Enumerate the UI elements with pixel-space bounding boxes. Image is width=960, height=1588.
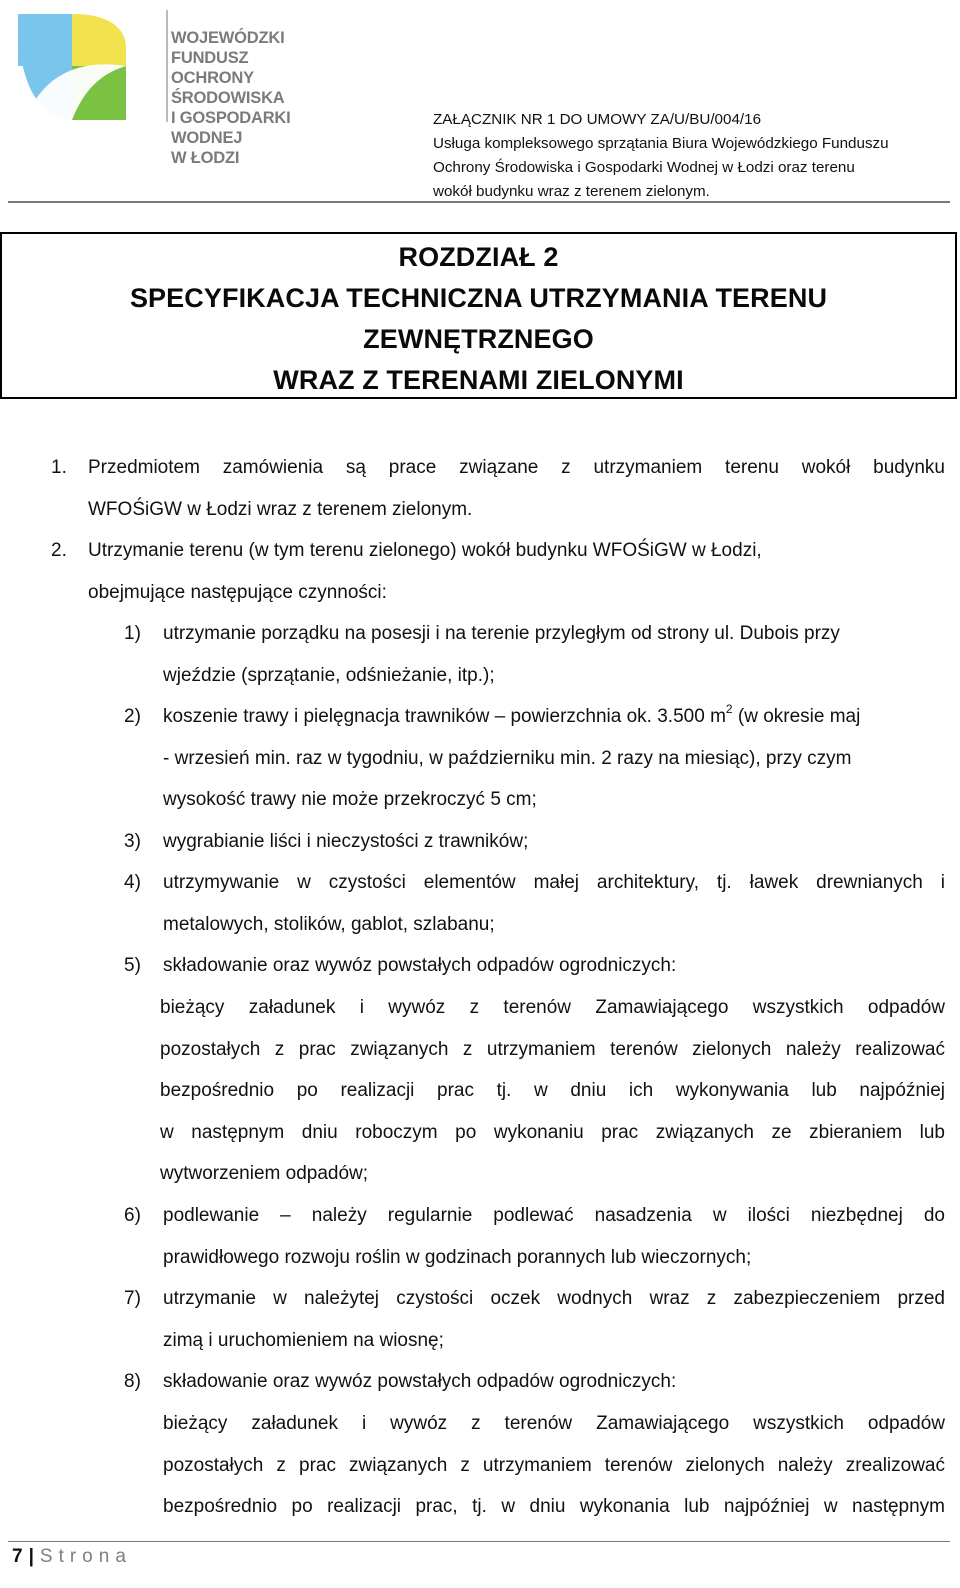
point-text-line: Przedmiotem zamówienia są prace związane z utrzymaniem terenu wokół budynku [88,457,945,478]
point-number: 2. [51,540,67,561]
item-number: 5) [124,955,141,976]
organization-name [171,28,361,168]
item-text-line: utrzymanie porządku na posesji i na terenie przyległym od strony ul. Dubois przy [163,623,840,644]
paragraph-line: bieżący załadunek i wywóz z terenów Zamawiającego wszystkich odpadów [160,997,945,1018]
point-number: 1. [51,457,67,478]
chapter-title-line: WRAZ Z TERENAMI ZIELONYMI [273,365,684,395]
document-header [433,108,955,204]
annex-title: ZAŁĄCZNIK NR 1 DO UMOWY ZA/U/BU/004/16 [433,111,762,128]
item-text-line: składowanie oraz wywóz powstałych odpadów ogrodniczych: [163,955,677,976]
paragraph-line: wytworzeniem odpadów; [160,1163,369,1184]
point-text-line: obejmujące następujące czynności: [88,581,387,603]
org-name-line: OCHRONY ŚRODOWISKA [171,69,285,107]
paragraph-line: pozostałych z prac związanych z utrzymaniem terenów zielonych należy zrealizować [163,1454,945,1476]
logo-yellow-shape [72,14,126,66]
item-text-line [163,696,945,738]
point-text-line: WFOŚiGW w Łodzi wraz z terenem zielonym. [88,498,473,520]
item-text: koszenie trawy i pielęgnacja trawników – powierzchnia ok. 3.500 m [163,706,726,727]
item-text-line: metalowych, stolików, gablot, szlabanu; [163,913,495,935]
item-number: 7) [124,1288,141,1309]
item-number: 6) [124,1205,141,1226]
paragraph-line: pozostałych z prac związanych z utrzymaniem terenów zielonych należy realizować [160,1038,945,1060]
chapter-number: ROZDZIAŁ 2 [398,242,559,272]
item-text: (w okresie maj [732,706,861,727]
paragraph-line: w następnym dniu roboczym po wykonaniu prac związanych ze zbieraniem lub [160,1121,945,1143]
item-number: 3) [124,831,141,852]
organization-logo [14,8,359,167]
item-paragraph [163,1403,945,1528]
item-text-line: - wrzesień min. raz w tygodniu, w październiku min. 2 razy na miesiąc), przy czym [163,747,852,769]
wfosigw-leaf-logo-icon [14,8,144,128]
footer-separator: | [28,1546,34,1567]
paragraph-line: bezpośrednio po realizacji prac, tj. w dniu wykonania lub najpóźniej w następnym [163,1496,945,1517]
page-footer [12,1545,132,1569]
logo-divider [166,10,168,122]
chapter-title-line: ZEWNĘTRZNEGO [363,324,594,354]
page-number: 7 [12,1546,23,1567]
paragraph-line: bezpośrednio po realizacji prac tj. w dniu ich wykonywania lub najpóźniej [160,1080,945,1101]
item-text-line: składowanie oraz wywóz powstałych odpadów ogrodniczych: [163,1371,677,1392]
header-divider [8,201,950,203]
footer-divider [8,1541,950,1542]
superscript: 2 [725,702,733,716]
item-text-line: utrzymanie w należytej czystości oczek wodnych wraz z zabezpieczeniem przed [163,1288,945,1309]
page-label: Strona [39,1546,132,1567]
chapter-title-box [0,232,957,399]
item-text-line: wysokość trawy nie może przekroczyć 5 cm; [163,789,537,810]
chapter-title-line: SPECYFIKACJA TECHNICZNA UTRZYMANIA TERENU [129,283,828,313]
paragraph-line: bieżący załadunek i wywóz z terenów Zamawiającego wszystkich odpadów [163,1413,945,1434]
org-name-line: I GOSPODARKI WODNEJ [171,109,291,147]
header-line: wokół budynku wraz z terenem zielonym. [433,183,710,200]
point-text-line: Utrzymanie terenu (w tym terenu zielonego) wokół budynku WFOŚiGW w Łodzi, [88,540,762,561]
org-name-line: W ŁODZI [171,149,240,167]
item-text-line: zimą i uruchomieniem na wiosnę; [163,1329,444,1351]
item-number: 2) [124,706,141,727]
item-text-line: wjeździe (sprzątanie, odśnieżanie, itp.); [163,664,495,686]
item-number: 1) [124,623,141,644]
header-line: Ochrony Środowiska i Gospodarki Wodnej w Łodzi oraz terenu [433,159,855,176]
item-number: 8) [124,1371,141,1392]
org-name-line: WOJEWÓDZKI FUNDUSZ [171,29,285,67]
item-text-line: utrzymywanie w czystości elementów małej architektury, tj. ławek drewnianych i [163,872,945,893]
item-number: 4) [124,872,141,893]
header-line: Usługa kompleksowego sprzątania Biura Wojewódzkiego Funduszu [433,135,889,152]
item-text-line: wygrabianie liści i nieczystości z trawników; [163,831,529,852]
item-paragraph [160,987,945,1195]
item-text-line: podlewanie – należy regularnie podlewać nasadzenia w ilości niezbędnej do [163,1205,945,1226]
item-text-line: prawidłowego rozwoju roślin w godzinach porannych lub wieczornych; [163,1246,752,1268]
